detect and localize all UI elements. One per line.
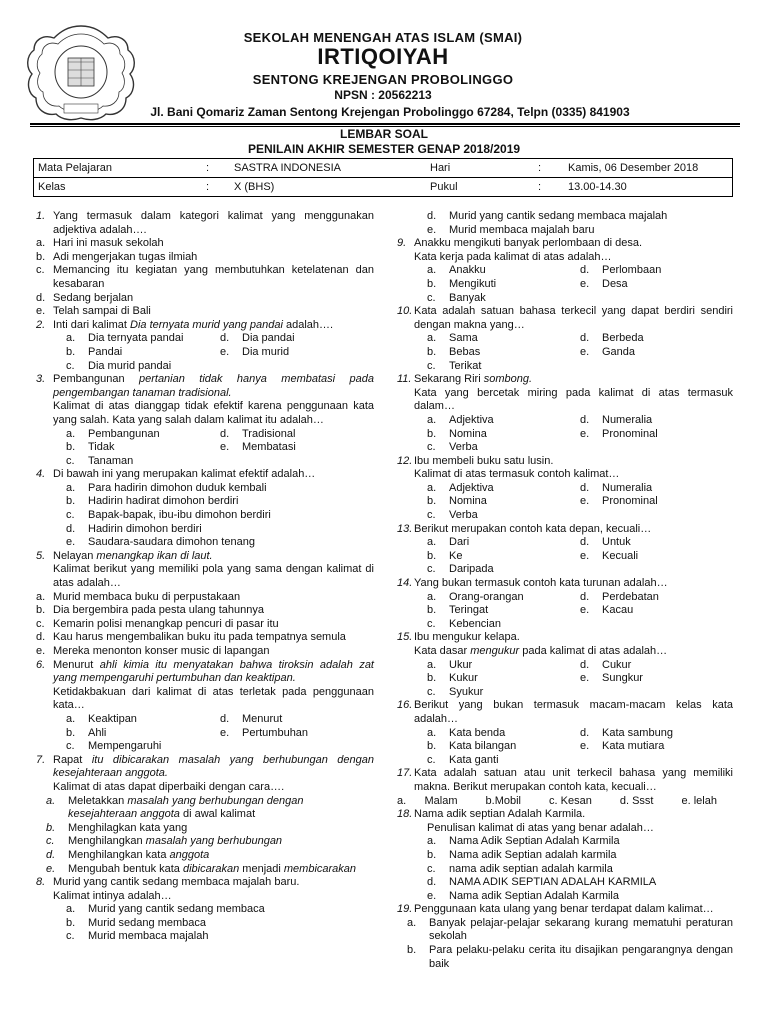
option-d: d. Numeralia bbox=[580, 481, 653, 494]
question-body: Penulisan kalimat di atas yang benar adalah… bbox=[427, 821, 654, 834]
questions-right-column bbox=[397, 210, 733, 971]
option-c: c. Kesan bbox=[549, 794, 592, 807]
info-sep: : bbox=[202, 159, 230, 178]
option-a: a. Sama bbox=[427, 332, 478, 345]
info-value: SASTRA INDONESIA bbox=[230, 159, 426, 178]
school-address: Jl. Bani Qomariz Zaman Sentong Krejengan Probolinggo 67284, Telpn (0335) 841903 bbox=[150, 105, 630, 119]
option-c: c. Kata ganti bbox=[427, 753, 499, 766]
option-c: c. Verba bbox=[427, 441, 478, 454]
question-stem: Yang termasuk dalam kategori kalimat yang menggunakan adjektiva adalah…. bbox=[53, 210, 374, 236]
option-a: a. Adjektiva bbox=[427, 481, 494, 494]
option-e: e. Nama adik Septian Adalah Karmila bbox=[427, 889, 619, 902]
options-list bbox=[397, 917, 733, 971]
option-b: b. Nomina bbox=[427, 427, 487, 440]
info-sep: : bbox=[534, 159, 564, 178]
info-label: Mata Pelajaran bbox=[34, 159, 203, 178]
option-e: e. Pronominal bbox=[580, 427, 658, 440]
option-e: e. Kacau bbox=[580, 604, 634, 617]
school-type: SEKOLAH MENENGAH ATAS ISLAM (SMAI) bbox=[243, 30, 523, 45]
option-b: b. Murid sedang membaca bbox=[66, 916, 207, 929]
question-17: 17. Kata adalah satuan atau unit terkecil bahasa yang memiliki makna. Berikut merupakan contoh kata, kecuali… bbox=[397, 767, 733, 793]
question-5: 5. Nelayan menangkap ikan di laut. bbox=[36, 549, 213, 562]
option-c: c. Daripada bbox=[427, 563, 494, 576]
options-list bbox=[36, 795, 374, 877]
options-list bbox=[36, 903, 374, 944]
options-grid bbox=[397, 727, 733, 768]
question-7: 7. Rapat itu dibicarakan masalah yang berhubungan dengan kesejahteraan anggota. bbox=[36, 753, 374, 780]
option-c: c. Murid membaca majalah bbox=[66, 930, 209, 943]
option-d: d. NAMA ADIK SEPTIAN ADALAH KARMILA bbox=[427, 876, 657, 889]
question-body: Kata kerja pada kalimat di atas adalah… bbox=[414, 250, 612, 263]
option-b: b. Nama adik Septian adalah karmila bbox=[427, 848, 617, 861]
option-b: b. Kata bilangan bbox=[427, 740, 517, 753]
exam-info-table bbox=[33, 158, 733, 197]
option-d: d. Perdebatan bbox=[580, 590, 659, 603]
option-b: b.Mobil bbox=[485, 794, 522, 807]
option-b: b. Menghilagkan kata yang bbox=[46, 821, 188, 834]
option-c: c. Syukur bbox=[427, 685, 484, 698]
option-b: b. Dia bergembira pada pesta ulang tahunnya bbox=[36, 604, 264, 617]
question-14: 14. Yang bukan termasuk contoh kata turunan adalah… bbox=[397, 577, 668, 590]
question-11: 11. Sekarang Riri sombong. bbox=[397, 373, 533, 386]
option-c: c. Terikat bbox=[427, 359, 482, 372]
option-a: a. Murid yang cantik sedang membaca bbox=[66, 903, 265, 916]
option-a: a. Adjektiva bbox=[427, 413, 494, 426]
option-b: b. Kukur bbox=[427, 672, 478, 685]
option-d: d. Tradisional bbox=[220, 427, 296, 440]
letterhead bbox=[0, 0, 768, 125]
option-b: b. Pandai bbox=[66, 345, 123, 358]
option-c: c. Kemarin polisi menangkap pencuri di pasar itu bbox=[36, 617, 279, 630]
option-e: e. Desa bbox=[580, 277, 628, 290]
option-b: b. Mengikuti bbox=[427, 277, 497, 290]
info-label: Pukul bbox=[426, 178, 534, 197]
options-list bbox=[397, 835, 733, 903]
school-npsn: NPSN : 20562213 bbox=[334, 88, 432, 102]
option-a: a. Banyak pelajar-pelajar sekarang kurang mematuhi peraturan sekolah bbox=[407, 916, 733, 943]
option-c: c. Memancing itu kegiatan yang membutuhkan ketelatenan dan kesabaran bbox=[36, 264, 374, 290]
option-e: e. Pertumbuhan bbox=[220, 726, 309, 739]
options-list bbox=[36, 482, 374, 550]
option-e: e. Telah sampai di Bali bbox=[36, 305, 151, 318]
option-b: b. Teringat bbox=[427, 604, 489, 617]
option-e: e. Sungkur bbox=[580, 672, 643, 685]
options-grid bbox=[36, 428, 374, 469]
option-e: e. Membatasi bbox=[220, 441, 296, 454]
question-19: 19. Penggunaan kata ulang yang benar terdapat dalam kalimat… bbox=[397, 903, 714, 916]
question-12: 12. Ibu membeli buku satu lusin. bbox=[397, 454, 554, 467]
options-grid bbox=[36, 713, 374, 754]
question-body: Kalimat di atas termasuk contoh kalimat… bbox=[414, 468, 620, 481]
question-body: Kata yang bercetak miring pada kalimat di atas termasuk dalam… bbox=[414, 386, 733, 413]
school-name: IRTIQOIYAH bbox=[317, 44, 449, 69]
question-1: 1. Yang termasuk dalam kategori kalimat yang menggunakan adjektiva adalah…. bbox=[36, 210, 374, 236]
option-e: e. Ganda bbox=[580, 345, 636, 358]
option-c: c. Bapak-bapak, ibu-ibu dimohon berdiri bbox=[66, 509, 271, 522]
option-d: d. Perlombaan bbox=[580, 264, 662, 277]
option-e: e. lelah bbox=[681, 794, 717, 807]
option-d: d. Berbeda bbox=[580, 332, 644, 345]
header-divider bbox=[30, 123, 740, 125]
option-a: a. Malam bbox=[397, 794, 458, 807]
option-a: a. Murid membaca buku di perpustakaan bbox=[36, 590, 241, 603]
info-value: X (BHS) bbox=[230, 178, 426, 197]
document-subtitle: PENILAIN AKHIR SEMESTER GENAP 2018/2019 bbox=[247, 142, 521, 156]
option-c: c. Mempengaruhi bbox=[66, 740, 162, 753]
option-c: c. Tanaman bbox=[66, 454, 134, 467]
options-grid bbox=[397, 536, 733, 577]
option-c: c. Dia murid pandai bbox=[66, 359, 172, 372]
option-d: d. Menurut bbox=[220, 712, 283, 725]
info-row bbox=[34, 159, 733, 178]
option-a: a. Para hadirin dimohon duduk kembali bbox=[66, 481, 267, 494]
options-grid bbox=[397, 332, 733, 373]
info-sep: : bbox=[202, 178, 230, 197]
option-a: a. Anakku bbox=[427, 264, 486, 277]
option-d: d. Murid yang cantik sedang membaca majalah bbox=[427, 210, 668, 222]
option-c: c. Verba bbox=[427, 509, 478, 522]
options-grid bbox=[397, 659, 733, 700]
options-grid bbox=[36, 332, 374, 373]
options-row bbox=[397, 795, 733, 809]
question-2: 2. Inti dari kalimat Dia ternyata murid yang pandai adalah…. bbox=[36, 318, 334, 331]
option-d: d. Kau harus mengembalikan buku itu pada tempatnya semula bbox=[36, 631, 346, 644]
option-d: d. Kata sambung bbox=[580, 726, 673, 739]
option-d: d. Sedang berjalan bbox=[36, 291, 134, 304]
option-c: c. Menghilangkan masalah yang berhubungan bbox=[46, 835, 283, 848]
option-d: d. Hadirin dimohon berdiri bbox=[66, 522, 202, 535]
option-c: c. nama adik septian adalah karmila bbox=[427, 862, 613, 875]
info-value: Kamis, 06 Desember 2018 bbox=[564, 159, 733, 178]
info-sep: : bbox=[534, 178, 564, 197]
document-title: LEMBAR SOAL bbox=[340, 127, 428, 141]
question-body: Kalimat di atas dapat diperbaiki dengan cara…. bbox=[53, 780, 285, 793]
options-grid bbox=[397, 264, 733, 305]
option-e: e. Kecuali bbox=[580, 549, 639, 562]
option-a: a. Ukur bbox=[427, 658, 473, 671]
options-grid bbox=[397, 591, 733, 632]
question-10: 10. Kata adalah satuan bahasa terkecil yang dapat berdiri sendiri dengan makna yang… bbox=[397, 305, 733, 331]
option-b: b. Ahli bbox=[66, 726, 107, 739]
question-body: Kalimat berikut yang memiliki pola yang sama dengan kalimat di atas adalah… bbox=[53, 563, 374, 590]
option-d: d. Cukur bbox=[580, 658, 632, 671]
question-body: Ketidakbakuan dari kalimat di atas terletak pada penggunaan kata… bbox=[53, 685, 374, 712]
question-body: Kalimat intinya adalah… bbox=[53, 889, 172, 902]
option-b: b. Adi mengerjakan tugas ilmiah bbox=[36, 250, 198, 263]
question-body: Kalimat di atas dianggap tidak efektif karena penggunaan kata yang salah. Kata yang salah dalam kalimat itu adalah… bbox=[53, 400, 374, 426]
question-8: 8. Murid yang cantik sedang membaca majalah baru. bbox=[36, 876, 300, 889]
info-label: Kelas bbox=[34, 178, 203, 197]
option-b: b. Hadirin hadirat dimohon berdiri bbox=[66, 495, 239, 508]
option-a: a. Kata benda bbox=[427, 726, 506, 739]
option-e: e. Mengubah bentuk kata dibicarakan menjadi membicarakan bbox=[46, 862, 357, 875]
option-b: b. Nomina bbox=[427, 495, 487, 508]
option-c: c. Kebencian bbox=[427, 617, 501, 630]
option-d: d. Numeralia bbox=[580, 413, 653, 426]
questions-left-column bbox=[36, 210, 374, 944]
question-4: 4. Di bawah ini yang merupakan kalimat efektif adalah… bbox=[36, 468, 316, 481]
option-e: e. Dia murid bbox=[220, 345, 290, 358]
question-15: 15. Ibu mengukur kelapa. bbox=[397, 631, 520, 644]
question-16: 16. Berikut yang bukan termasuk macam-macam kelas kata adalah… bbox=[397, 699, 733, 725]
school-logo-icon bbox=[24, 22, 138, 122]
option-e: e. Pronominal bbox=[580, 495, 658, 508]
option-a: a. Dia ternyata pandai bbox=[66, 332, 184, 345]
options-grid bbox=[397, 482, 733, 523]
option-b: b. Bebas bbox=[427, 345, 481, 358]
question-13: 13. Berikut merupakan contoh kata depan, kecuali… bbox=[397, 522, 652, 535]
option-d: d. Dia pandai bbox=[220, 332, 295, 345]
question-18: 18. Nama adik septian Adalah Karmila. bbox=[397, 808, 586, 821]
question-body: Kata dasar mengukur pada kalimat di atas adalah… bbox=[414, 645, 668, 657]
option-b: b. Para pelaku-pelaku cerita itu disajikan pengarangnya dengan baik bbox=[407, 944, 733, 970]
school-location: SENTONG KREJENGAN PROBOLINGGO bbox=[252, 72, 514, 87]
option-e: e. Mereka menonton konser music di lapangan bbox=[36, 645, 270, 657]
info-value: 13.00-14.30 bbox=[564, 178, 733, 197]
option-a: a. Orang-orangan bbox=[427, 590, 524, 603]
option-a: a. Nama Adik Septian Adalah Karmila bbox=[427, 835, 620, 848]
option-b: b. Ke bbox=[427, 549, 463, 562]
option-c: c. Banyak bbox=[427, 291, 486, 304]
option-e: e. Murid membaca majalah baru bbox=[427, 223, 595, 236]
option-d: d. Untuk bbox=[580, 536, 631, 549]
option-b: b. Tidak bbox=[66, 441, 115, 454]
option-d: d. Ssst bbox=[619, 794, 654, 807]
options-grid bbox=[397, 414, 733, 455]
question-9: 9. Anakku mengikuti banyak perlombaan di desa. bbox=[397, 237, 643, 250]
option-d: d. Menghilangkan kata anggota bbox=[46, 848, 210, 861]
option-a: a. Pembangunan bbox=[66, 427, 160, 440]
info-row bbox=[34, 178, 733, 197]
option-a: a. Meletakkan masalah yang berhubungan dengan kesejahteraan anggota di awal kalimat bbox=[46, 794, 304, 821]
option-e: e. Kata mutiara bbox=[580, 740, 665, 753]
question-3: 3. Pembangunan pertanian tidak hanya membatasi pada pengembangan tanaman tradisional. bbox=[36, 373, 374, 399]
option-a: a. Dari bbox=[427, 536, 470, 549]
options-list-continued bbox=[397, 210, 733, 237]
option-a: a. Keaktipan bbox=[66, 712, 137, 725]
info-label: Hari bbox=[426, 159, 534, 178]
option-e: e. Saudara-saudara dimohon tenang bbox=[66, 536, 255, 549]
question-6: 6. Menurut ahli kimia itu menyatakan bahwa tiroksin adalah zat yang mempengaruhi pertumbuhan dan keaktipan. bbox=[36, 658, 374, 685]
option-a: a. Hari ini masuk sekolah bbox=[36, 237, 164, 250]
